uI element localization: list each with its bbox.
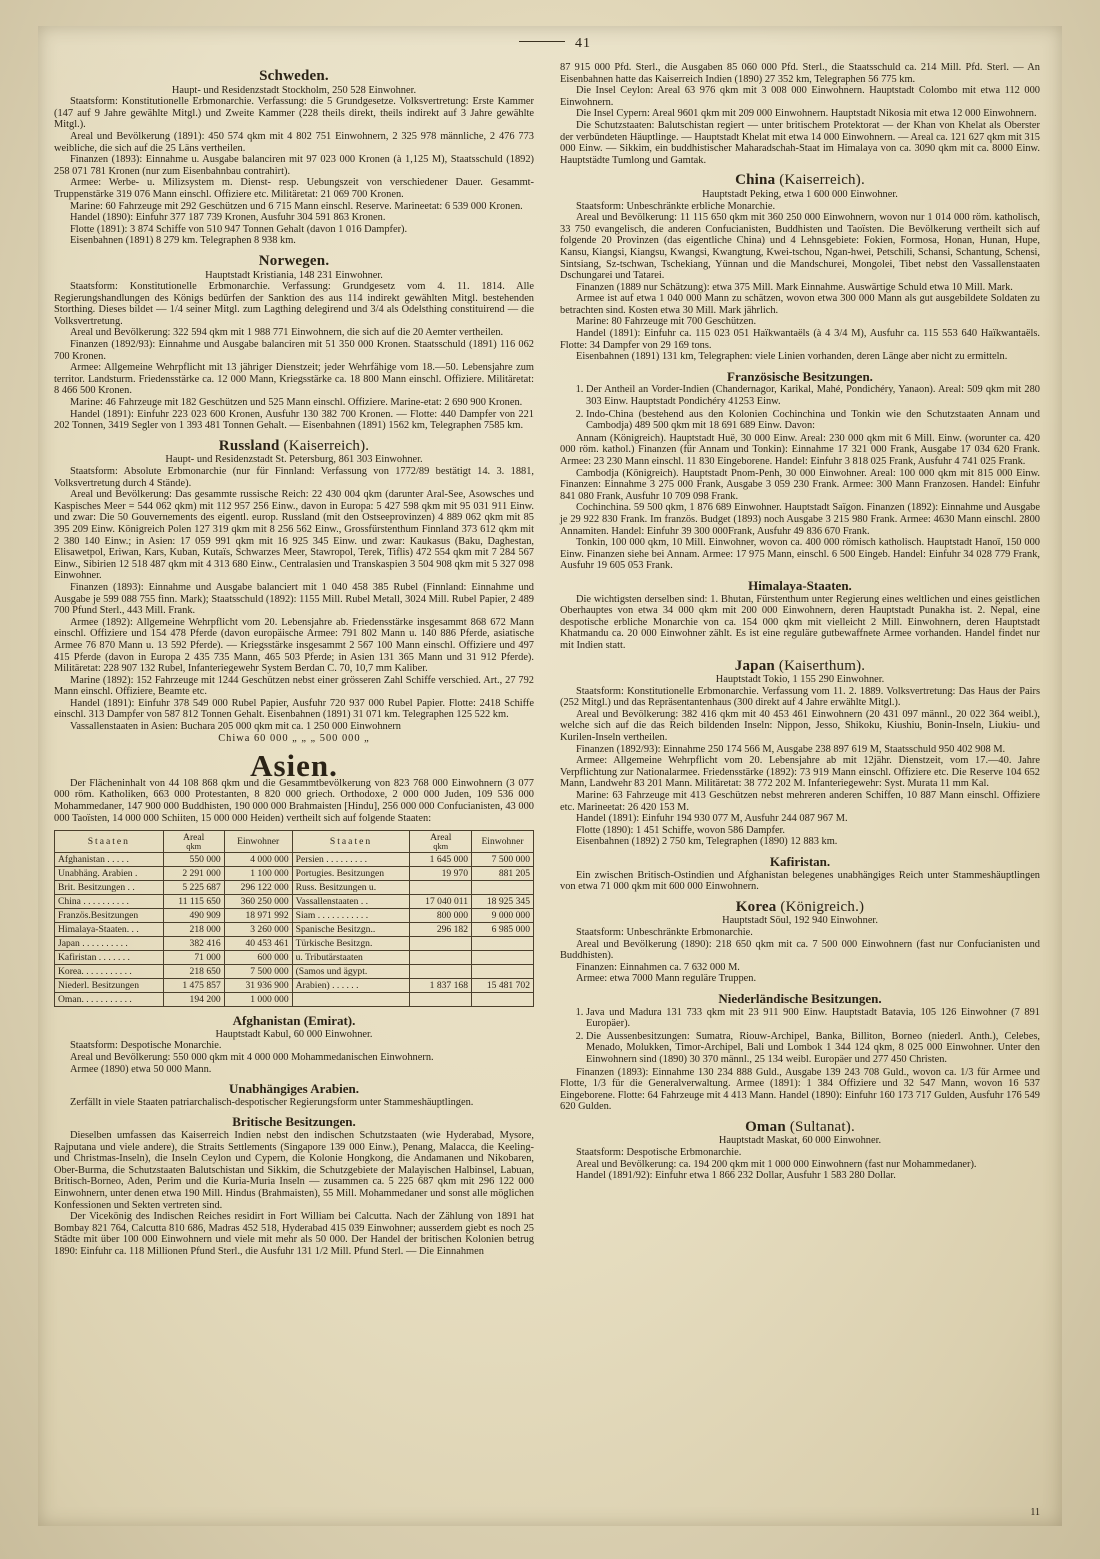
cell: 11 115 650: [163, 895, 224, 909]
norway-p5: Handel (1891): Einfuhr 223 023 600 Kronen, Ausfuhr 130 382 700 Kronen. — Flotte: 440 Dampfer von 221 202 Tonnen, 3419 Segler von 1 393 481 Tonnen Gehalt. — Eisenbahnen (1891) 1562 km, Telegraphen 7585 km.: [54, 408, 534, 432]
cell: 17 040 011: [410, 895, 472, 909]
cell: 600 000: [224, 951, 292, 965]
british-p1: Der Vicekönig des Indischen Reiches residirt in Fort William bei Calcutta. Nach der Zählung von 1891 hat Bombay 821 764, Calcutta 810 686, Madras 452 518, Hyderabad 415 039 Einwohner; ausserdem giebt es noch 25 Städte mit über 100 000 Einwohnern und viele mit mehr als 50 000. Der Handel der britischen Kolonien betrug 1890: Einfuhr ca. 118 Millionen Pfund Sterl., die Ausfuhr 131 1/2 Mill. Pfund Sterl. — Die Einnahmen: [54, 1211, 534, 1257]
cell: Arabien) . . . . . .: [292, 979, 410, 993]
cell: 218 000: [163, 923, 224, 937]
russia-title: Russland: [218, 437, 280, 454]
cell: 550 000: [163, 853, 224, 867]
section-title-korea: [560, 898, 1040, 915]
russia-capital: Haupt- und Residenzstadt St. Petersburg, 861 303 Einwohner.: [165, 454, 423, 466]
cell: Japan . . . . . . . . . .: [55, 937, 164, 951]
cell: Spanische Besitzgn..: [292, 923, 410, 937]
cell: 3 260 000: [224, 923, 292, 937]
cell: [410, 937, 472, 951]
french-item-0: 1. Der Antheil an Vorder-Indien (Chandernagor, Karikal, Mahé, Pondichéry, Yanaon). Areal: 509 qkm mit 280 303 Einw. Hauptstadt Pondichéry 41253 Einw.: [586, 384, 1040, 407]
russia-p2: Finanzen (1893): Einnahme und Ausgabe balanciert mit 1 040 458 385 Rubel (Finnland: Einnahme und Ausgabe je 599 088 755 finn. Mark); Staatsschuld (1892): 1155 Mill. Rubel Metall, 3024 Mill. Rubel Papier, 2 489 700 Pfund Sterl., 443 Mill. Frank.: [54, 581, 534, 617]
cell: Persien . . . . . . . . .: [292, 853, 410, 867]
sweden-p5: Handel (1890): Einfuhr 377 187 739 Kronen, Ausfuhr 304 591 863 Kronen.: [70, 212, 386, 224]
folio-number: 11: [1030, 1507, 1040, 1518]
china-p3: Armee ist auf etwa 1 040 000 Mann zu schätzen, wovon etwa 300 000 Mann als gut ausgebildete Soldaten zu betrachten sind. Kosten etwa 30 Mill. Mark jährlich.: [560, 293, 1040, 316]
cell: [292, 993, 410, 1007]
cell: 296 182: [410, 923, 472, 937]
cell: Vassallenstaaten . .: [292, 895, 410, 909]
japan-p0: Staatsform: Konstitutionelle Erbmonarchie. Verfassung vom 11. 2. 1889. Volksvertretung: Das Haus der Pairs (252 Mitgl.) und das Repräsentantenhaus (300 direkt auf 4 Jahre erwählte Mitgl.).: [560, 685, 1040, 709]
china-title-paren: (Kaiserreich).: [779, 172, 865, 189]
th-areal-1-unit: qkm: [186, 842, 202, 852]
norway-p0: Staatsform: Konstitutionelle Erbmonarchie. Verfassung: Grundgesetz vom 4. 11. 1814. Alle Regierungshandlungen des Königs bedürfen der Sanktion des aus 114 indirekt gewählten Mitgl. bestehenden Storthing. Dieses bildet — 1/4 seiner Mitgl. zum Lagthing delegirend und 3/4 als Odelsthing constituirend — die Volksvertretung.: [54, 281, 534, 327]
afghanistan-p0: Staatsform: Despotische Monarchie.: [70, 1040, 222, 1052]
french-item-1: 2. Indo-China (bestehend aus den Kolonien Cochinchina und Tonkin wie den Schutzstaaten Annam und Cambodja) 489 500 qkm mit 18 691 689 Einw. Davon:: [586, 409, 1040, 432]
cell: 5 225 687: [163, 881, 224, 895]
cell: 2 291 000: [163, 867, 224, 881]
oman-title: Oman: [745, 1118, 786, 1135]
cell: Brit. Besitzungen . .: [55, 881, 164, 895]
cell: 4 000 000: [224, 853, 292, 867]
afghanistan-p2: Armee (1890) etwa 50 000 Mann.: [70, 1063, 212, 1075]
section-title-kafiristan: Kafiristan.: [769, 854, 831, 869]
right-column: [560, 62, 1040, 1258]
japan-capital: Hauptstadt Tokio, 1 155 290 Einwohner.: [715, 674, 885, 686]
cell: 7 500 000: [472, 853, 534, 867]
cell: [472, 951, 534, 965]
russia-vassal: Vassallenstaaten in Asien: Buchara 205 000 qkm mit ca. 1 250 000 Einwohnern: [70, 721, 401, 733]
korea-title-paren: (Königreich.): [780, 898, 865, 915]
dutch-p0: Finanzen (1893): Einnahme 130 234 888 Guld., Ausgabe 139 243 708 Guld., wovon ca. 1/3 für Armee und Flotte, 1/3 für die Generalverwaltung. Armee (1891): 1 384 Offiziere und 32 547 Mann, wovon 16 537 Eingeborene. Flotte: 64 Fahrzeuge mit 4 413 Mann. Handel (1890): Einfuhr 160 173 717 Gulden, Ausfuhr 176 549 620 Gulden.: [560, 1066, 1040, 1113]
british-cont-0: 87 915 000 Pfd. Sterl., die Ausgaben 85 060 000 Pfd. Sterl., die Staatsschuld ca. 214 Mill. Pfd. Sterl. — An Eisenbahnen hatte das Kaiserreich Indien (1890) 27 352 km, Telegraphen 56 775 km.: [560, 62, 1040, 85]
afghanistan-p1: Areal und Bevölkerung: 550 000 qkm mit 4 000 000 Mohammedanischen Einwohnern.: [70, 1052, 434, 1063]
cell: Oman. . . . . . . . . . .: [55, 993, 164, 1007]
russia-p5: Handel (1891): Einfuhr 378 549 000 Rubel Papier, Ausfuhr 720 937 000 Rubel Papier. Flotte: 2418 Schiffe einschl. 313 Dampfer von 587 812 Tonnen Gehalt. Eisenbahnen (1891) 31 071 km. Telegraphen 125 522 km.: [54, 697, 534, 721]
table-row: [55, 909, 534, 923]
china-p5: Handel (1891): Einfuhr ca. 115 023 051 Haïkwantaëls (à 4 3/4 M), Ausfuhr ca. 115 553 640 Haïkwantaëls. Flotte: 34 Dampfer von 29 169 tons.: [560, 328, 1040, 351]
th-areal-2-unit: qkm: [433, 842, 449, 852]
cell: 1 837 168: [410, 979, 472, 993]
table-row: [55, 951, 534, 965]
continent-title-asia: Asien.: [250, 748, 338, 784]
afghanistan-capital: Hauptstadt Kabul, 60 000 Einwohner.: [215, 1028, 373, 1040]
british-cont-3: Die Schutzstaaten: Balutschistan regiert — unter britischem Protektorat — der Khan von Khelat als Oberster der verbündeten Häuptlinge. — Hauptstadt Khelat mit etwa 14 000 Einwohnern. — Areal ca. 121 627 qkm mit 315 000 Einw. — Sikkim, ein buddhistischer Maharadschah-Staat im Himalaya von ca. 3090 qkm mit ca. 8000 Einw. Hauptstädte Tumlong und Gamtak.: [560, 119, 1040, 166]
cell: Französ.Besitzungen: [55, 909, 164, 923]
sweden-p4: Marine: 60 Fahrzeuge mit 292 Geschützen und 6 715 Mann einschl. Reserve. Marineetat: 6 539 000 Kronen.: [70, 200, 523, 212]
sweden-capital: Haupt- und Residenzstadt Stockholm, 250 528 Einwohner.: [171, 84, 417, 96]
norway-capital: Hauptstadt Kristiania, 148 231 Einwohner.: [205, 269, 383, 281]
french-list: [560, 384, 1040, 431]
cell: 1 645 000: [410, 853, 472, 867]
arabia-p0: Zerfällt in viele Staaten patriarchalisch-despotischer Regierungsform unter Stammeshäuptlingen.: [70, 1096, 474, 1108]
cell: (Samos und ägypt.: [292, 965, 410, 979]
table-row: [55, 965, 534, 979]
cell: [472, 881, 534, 895]
cell: [472, 993, 534, 1007]
cell: Afghanistan . . . . .: [55, 853, 164, 867]
cell: 194 200: [163, 993, 224, 1007]
cell: [410, 965, 472, 979]
french-sub-0: Annam (Königreich). Hauptstadt Huë, 30 000 Einw. Areal: 230 000 qkm mit 6 Mill. Einw. (worunter ca. 420 000 röm. kathol.) Finanzen (für Annam und Tonkin): Einnahme 17 321 000 Frank, Ausgabe 17 034 620 Frank. Armee: 23 230 Mann einschl. 11 830 Eingeborene. Handel: Einfuhr 3 818 025 Frank, Ausfuhr 4 741 025 Frank.: [560, 432, 1040, 467]
cell: 18 971 992: [224, 909, 292, 923]
cell: Himalaya-Staaten. . .: [55, 923, 164, 937]
sweden-p7: Eisenbahnen (1891) 8 279 km. Telegraphen 8 938 km.: [70, 235, 296, 247]
cell: [472, 965, 534, 979]
french-sub-2: Cochinchina. 59 500 qkm, 1 876 689 Einwohner. Hauptstadt Saïgon. Finanzen (1892): Einnahme und Ausgabe je 29 922 830 Frank. Im französ. Budget (1893) noch Ausgabe 3 215 980 Frank. Armee: 4630 Mann einschl. 2800 Annamiten. Handel: Einfuhr 39 300 000Frank, Ausfuhr 49 836 670 Frank.: [560, 502, 1040, 537]
cell: Russ. Besitzungen u.: [292, 881, 410, 895]
sweden-p0: Staatsform: Konstitutionelle Erbmonarchie. Verfassung: die 5 Grundgesetze. Volksvertretung: Erste Kammer (147 auf 9 Jahre gewählte Mitgl.) und Zweite Kammer (228 theils direkt, theils indirekt auf 3 Jahre gewählte Mitgl.).: [54, 96, 534, 131]
norway-p1: Areal und Bevölkerung: 322 594 qkm mit 1 988 771 Einwohnern, die sich auf die 20 Aemter vertheilen.: [70, 327, 504, 339]
table-row: [55, 993, 534, 1007]
section-title-russia: [54, 437, 534, 454]
china-p4: Marine: 80 Fahrzeuge mit 700 Geschützen.: [576, 316, 757, 328]
oman-p1: Areal und Bevölkerung: ca. 194 200 qkm mit 1 000 000 Einwohnern (fast nur Mohammedaner).: [576, 1158, 977, 1170]
section-title-himalaya: Himalaya-Staaten.: [748, 577, 852, 593]
table-row: [55, 979, 534, 993]
th-einwohner-2: Einwohner: [472, 831, 534, 853]
french-sub-3: Tonkin, 100 000 qkm, 10 Mill. Einwohner, wovon ca. 400 000 römisch katholisch. Hauptstadt Hanoï, 150 000 Einw. Finanzen siehe bei Annam. Armee: 17 975 Mann, einschl. 6 500 Eingeb. Handel: Einfuhr 34 028 779 Frank, Ausfuhr 19 605 053 Frank.: [560, 537, 1040, 572]
section-title-sweden: Schweden.: [259, 68, 329, 84]
cell: u. Tributärstaaten: [292, 951, 410, 965]
sweden-p6: Flotte (1891): 3 874 Schiffe von 510 947 Tonnen Gehalt (davon 1 016 Dampfer).: [70, 223, 408, 235]
british-p0: Dieselben umfassen das Kaiserreich Indien nebst den indischen Schutzstaaten (wie Hyderabad, Mysore, Rajputana und viele andere), die Straits Settlements (Singapore 139 000 Einw.), Penang, Malacca, die Keeling- und Christmas-Inseln), die Inseln Ceylon und Cypern, die Kolonie Hongkong, die Andamanen und Nikobaren, Ober-Burma, die Schutzstaaten Balutschistan und Sikkim, die Schutzgebiete der Malayischen Halbinsel, Labuan, Britisch-Borneo, Aden, Perim und die Kuria-Muria Inseln — zusammen ca. 5 225 687 qkm mit 296 122 000 Einwohnern, unter denen etwa 190 Mill. Hindus (Brahmaisten), 55 Mill. Mohammedaner und sonst alle möglichen Konfessionen und Sekten vertreten sind.: [54, 1129, 534, 1211]
cell: 19 970: [410, 867, 472, 881]
oman-capital: Hauptstadt Maskat, 60 000 Einwohner.: [718, 1135, 882, 1147]
table-row: [55, 895, 534, 909]
japan-p2: Finanzen (1892/93): Einnahme 250 174 566 M, Ausgabe 238 897 619 M, Staatsschuld 950 402 908 M.: [576, 743, 1006, 755]
korea-p3: Armee: etwa 7000 Mann reguläre Truppen.: [576, 973, 757, 985]
section-title-british: Britische Besitzungen.: [232, 1114, 356, 1130]
cell: 40 453 461: [224, 937, 292, 951]
cell: Siam . . . . . . . . . . .: [292, 909, 410, 923]
japan-p3: Armee: Allgemeine Wehrpflicht vom 20. Lebensjahre ab mit 12jähr. Dienstzeit, vom 17.—40. Jahre Verpflichtung zur Nationalarmee. Friedensstärke (1892): 73 919 Mann einschl. Offiziere etc. Die Reserve 104 652 Mann, Landwehr 83 201 Mann. Militäretat: 38 772 202 M. Infanteriegewehr: Syst. Murata 11 mm Kal.: [560, 755, 1040, 790]
th-areal-1: [163, 831, 224, 853]
china-title: China: [735, 172, 776, 189]
cell: Unabhäng. Arabien .: [55, 867, 164, 881]
china-p0: Staatsform: Unbeschränkte erbliche Monarchie.: [576, 200, 776, 212]
french-sub-1: Cambodja (Königreich). Hauptstadt Pnom-Penh, 30 000 Einwohner. Areal: 100 000 qkm mit 815 000 Einw. Finanzen: Einnahme 3 275 000 Frank, Ausgabe 3 059 230 Frank. Armee: 300 Mann Franzosen. Handel: Einfuhr 841 080 Frank, Ausfuhr 10 709 098 Frank.: [560, 467, 1040, 502]
asia-intro: Der Flächeninhalt von 44 108 868 qkm und die Gesammtbevölkerung von 823 768 000 Einwohnern (3 077 000 röm. Katholiken, 663 000 Protestanten, 8 820 000 griech. Orthodoxe, 2 000 000 Juden, 109 536 000 Mohammedaner, 147 900 000 Buddhisten, 190 000 000 Brahmaisten [Hindu], 256 000 000 Confucianisten, 43 000 000 Taoïsten, 14 000 000 Schiiten, 15 000 000 Heiden) vertheilt sich auf folgende Staaten:: [54, 777, 534, 824]
cell: 18 925 345: [472, 895, 534, 909]
japan-title: Japan: [734, 657, 775, 674]
oman-p2: Handel (1891/92): Einfuhr etwa 1 866 232 Dollar, Ausfuhr 1 583 280 Dollar.: [576, 1170, 896, 1182]
section-title-french: Französische Besitzungen.: [727, 368, 873, 384]
norway-p2: Finanzen (1892/93): Einnahme und Ausgabe balanciren mit 51 350 000 Kronen. Staatsschuld (1891) 116 062 700 Kronen.: [54, 339, 534, 362]
cell: 71 000: [163, 951, 224, 965]
dutch-list: [560, 1007, 1040, 1066]
cell: [410, 881, 472, 895]
korea-p2: Finanzen: Einnahmen ca. 7 632 000 M.: [576, 961, 740, 973]
left-column: [54, 62, 534, 1258]
table-row: [55, 937, 534, 951]
cell: [410, 993, 472, 1007]
page-number: 41: [575, 36, 591, 51]
cell: 9 000 000: [472, 909, 534, 923]
russia-p4: Marine (1892): 152 Fahrzeuge mit 1244 Geschützen nebst einer grösseren Zahl Schiffe verschied. Art., 27 792 Mann einschl. Offiziere, Beamte etc.: [54, 674, 534, 698]
cell: Portugies. Besitzungen: [292, 867, 410, 881]
kafiristan-p0: Ein zwischen Britisch-Ostindien und Afghanistan belegenes unabhängiges Reich unter Stammeshäuptlingen von etwa 71 000 qkm mit 600 000 Einwohnern.: [560, 869, 1040, 893]
table-row: [55, 923, 534, 937]
asia-states-table: [54, 830, 534, 1007]
japan-title-paren: (Kaiserthum).: [778, 657, 866, 674]
japan-p6: Flotte (1890): 1 451 Schiffe, wovon 586 Dampfer.: [576, 824, 786, 836]
cell: 1 475 857: [163, 979, 224, 993]
oman-p0: Staatsform: Despotische Erbmonarchie.: [576, 1147, 742, 1159]
sweden-p1: Areal und Bevölkerung (1891): 450 574 qkm mit 4 802 751 Einwohnern, 2 325 978 männliche, 2 476 773 weibliche, die sich auf die 25 Läns vertheilen.: [54, 130, 534, 154]
cell: Kafiristan . . . . . . .: [55, 951, 164, 965]
cell: Niederl. Besitzungen: [55, 979, 164, 993]
russia-vassal-line2: Chiwa 60 000 „ „ „ 500 000 „: [218, 732, 370, 744]
cell: 31 936 900: [224, 979, 292, 993]
cell: 15 481 702: [472, 979, 534, 993]
oman-title-paren: (Sultanat).: [789, 1118, 855, 1135]
th-areal-2: [410, 831, 472, 853]
table-row: [55, 853, 534, 867]
section-title-arabia: Unabhängiges Arabien.: [228, 1081, 360, 1097]
cell: 881 205: [472, 867, 534, 881]
table-header-row: [55, 831, 534, 853]
th-staaten-1: Staaten: [55, 831, 164, 853]
cell: 7 500 000: [224, 965, 292, 979]
russia-p0: Staatsform: Absolute Erbmonarchie (nur für Finnland: Verfassung von 1772/89 bestätigt 14. 3. 1881, Volksvertretung durch 4 Stände).: [54, 466, 534, 489]
table-body: [55, 853, 534, 1007]
sweden-p3: Armee: Werbe- u. Milizsystem m. Dienst- resp. Uebungszeit von verschiedener Dauer. Gesammt-Truppenstärke 319 076 Mann einschl. Offiziere etc. Militäretat: 21 069 700 Kronen.: [54, 177, 534, 200]
russia-p1: Areal und Bevölkerung: Das gesammte russische Reich: 22 430 004 qkm (darunter Aral-See, Asowsches und Kaspisches Meer = 544 062 qkm) mit 112 957 256 Einw., davon in Europa: 5 427 598 qkm mit 95 031 911 Einw. und zwar: Die 50 Gouvernements des eigentl. europ. Russland (mit den Ostseeprovinzen) 4 889 062 qkm mit 85 395 209 Einw. Königreich Polen 127 319 qkm mit 8 256 562 Einw., Grossfürstenthum Finnland 373 612 qkm mit 2 380 140 Einw.; in Asien: 17 059 991 qkm mit 16 925 345 Einw. und zwar: Kaukasus (Baku, Daghestan, Elisawetpol, Eriwan, Kars, Kuban, Kutaïs, Schwarzes Meer, Stawropol, Terek, Tiflis) 472 554 qkm mit 7 284 567 Einw., Sibirien 12 518 487 qkm mit 4 313 680 Einw., Centralasien und Transkaspien 3 504 908 qkm mit 5 327 098 Einwohner.: [54, 489, 534, 582]
russia-p3: Armee (1892): Allgemeine Wehrpflicht vom 20. Lebensjahre ab. Friedensstärke insgesammt 868 672 Mann einschl. Offiziere und 154 478 Pferde (davon europäische Armee: 791 802 Mann u. 140 886 Pferde, asiatische Armee 76 870 Mann u. 13 592 Pferde). — Kriegsstärke insgesammt 2 567 100 Mann einschl. Offiziere und 497 415 Pferde (davon in Europa 2 435 735 Mann, 465 503 Pferde; in Asien 131 365 Mann und 31 912 Pferde). Militäretat: 228 907 132 Rubel, Infanteriegewehr System Berdan C. 70, 10,7 mm Kaliber.: [54, 616, 534, 675]
cell: Türkische Besitzgn.: [292, 937, 410, 951]
cell: 1 000 000: [224, 993, 292, 1007]
norway-p3: Armee: Allgemeine Wehrpflicht mit 13 jähriger Dienstzeit; jeder Wehrfähige vom 18.—50. Lebensjahre zum territor. Landsturm. Friedensstärke ca. 12 000 Mann, Kriegsstärke ca. 18 800 Mann einschl. Offiziere. Militäretat: 8 466 500 Kronen.: [54, 362, 534, 397]
british-cont-2: Die Insel Cypern: Areal 9601 qkm mit 209 000 Einwohnern. Hauptstadt Nikosia mit etwa 12 000 Einwohnern.: [576, 108, 1037, 120]
th-areal-2-label: Areal: [430, 832, 452, 844]
cell: [472, 937, 534, 951]
china-p2: Finanzen (1889 nur Schätzung): etwa 375 Mill. Mark Einnahme. Auswärtige Schuld etwa 10 Mill. Mark.: [576, 281, 1013, 293]
two-column-layout: [54, 62, 1046, 1258]
korea-capital: Hauptstadt Söul, 192 940 Einwohner.: [722, 915, 878, 927]
section-title-dutch: Niederländische Besitzungen.: [718, 990, 882, 1006]
russia-title-paren: (Kaiserreich).: [283, 437, 370, 454]
table-row: [55, 881, 534, 895]
korea-p1: Areal und Bevölkerung (1890): 218 650 qkm mit ca. 7 500 000 Einwohnern (fast nur Confucianisten und Buddhisten).: [560, 938, 1040, 962]
section-title-afghanistan: Afghanistan (Emirat).: [232, 1013, 356, 1029]
cell: 296 122 000: [224, 881, 292, 895]
cell: 382 416: [163, 937, 224, 951]
section-title-china: [560, 172, 1040, 189]
china-p6: Eisenbahnen (1891) 131 km, Telegraphen: viele Linien vorhanden, deren Länge aber nicht zu ermitteln.: [576, 351, 1008, 363]
section-title-japan: [560, 657, 1040, 674]
section-title-norway: Norwegen.: [258, 252, 330, 269]
cell: 218 650: [163, 965, 224, 979]
cell: Korea. . . . . . . . . . .: [55, 965, 164, 979]
cell: 360 250 000: [224, 895, 292, 909]
th-areal-1-label: Areal: [183, 832, 205, 844]
table-row: [55, 867, 534, 881]
cell: China . . . . . . . . . .: [55, 895, 164, 909]
cell: 1 100 000: [224, 867, 292, 881]
british-cont-1: Die Insel Ceylon: Areal 63 976 qkm mit 3 008 000 Einwohnern. Hauptstadt Colombo mit etwa 112 000 Einwohnern.: [560, 85, 1040, 108]
dutch-item-0: 1. Java und Madura 131 733 qkm mit 23 911 900 Einw. Hauptstadt Batavia, 105 126 Einwohner (7 891 Europäer).: [586, 1007, 1040, 1030]
th-einwohner-1: Einwohner: [224, 831, 292, 853]
korea-p0: Staatsform: Unbeschränkte Erbmonarchie.: [576, 926, 753, 938]
korea-title: Korea: [735, 898, 777, 915]
japan-p4: Marine: 63 Fahrzeuge mit 413 Geschützen nebst mehreren anderen Schiffen, 10 887 Mann einschl. Offiziere etc. Marineetat: 26 420 153 M.: [560, 790, 1040, 813]
china-capital: Hauptstadt Peking, etwa 1 600 000 Einwohner.: [702, 188, 898, 200]
sweden-p2: Finanzen (1893): Einnahme u. Ausgabe balanciren mit 97 023 000 Kronen (à 1,125 M), Staatsschuld (1892) 258 071 781 Kronen (nur zum Eisenbahnbau contrahirt).: [54, 154, 534, 177]
norway-p4: Marine: 46 Fahrzeuge mit 182 Geschützen und 525 Mann einschl. Offiziere. Marine-etat: 2 690 900 Kronen.: [70, 397, 523, 409]
dutch-item-1: 2. Die Aussenbesitzungen: Sumatra, Riouw-Archipel, Banka, Billiton, Borneo (niederl. Anth.), Celebes, Menado, Molukken, Timor-Archipel, Bali und Lombok 1 344 124 qkm, 8 025 000 Einwohner. Unter den Einwohnern sind (1890) 30 370 männl., 25 134 weibl. Europäer und 277 450 Christen.: [586, 1031, 1040, 1066]
cell: [410, 951, 472, 965]
cell: 800 000: [410, 909, 472, 923]
cell: 490 909: [163, 909, 224, 923]
himalaya-p0: Die wichtigsten derselben sind: 1. Bhutan, Fürstenthum unter Regierung eines weltlichen und eines geistlichen Oberhauptes von etwa 34 000 qkm mit 200 000 Einwohnern, deren Hauptstadt Punakha ist. 2. Nepal, eine despotische erbliche Monarchie von ca. 154 000 qkm mit vielleicht 2 Mill. Einwohnern, deren Hauptstadt Khatmandu ca. 20 000 Einwohner zählt. Es ist eine reguläre gutbewaffnete Armee vorhanden. Handel findet nur mit Indien statt.: [560, 593, 1040, 651]
page-sheet: [38, 26, 1062, 1526]
japan-p7: Eisenbahnen (1892) 2 750 km, Telegraphen (1890) 12 883 km.: [576, 836, 838, 848]
rule-left: [519, 41, 565, 42]
japan-p1: Areal und Bevölkerung: 382 416 qkm mit 40 453 461 Einwohnern (20 431 097 männl., 20 022 364 weibl.), welche sich auf die das Reich bildenden Inseln: Nippon, Jesso, Shikoku, Kiushiu, Bonin-Inseln, Liukiu- und Kurilen-Inseln vertheilen.: [560, 708, 1040, 744]
cell: 6 985 000: [472, 923, 534, 937]
section-title-oman: [560, 1118, 1040, 1135]
page-number-header: [54, 36, 1046, 58]
japan-p5: Handel (1891): Einfuhr 194 930 077 M, Ausfuhr 244 087 967 M.: [576, 813, 848, 825]
th-staaten-2: Staaten: [292, 831, 410, 853]
china-p1: Areal und Bevölkerung: 11 115 650 qkm mit 360 250 000 Einwohnern, wovon nur 1 014 000 röm. katholisch, 33 750 evangelisch, die anderen Confucianisten, Buddhisten und Taoïsten. Die Bevölkerung vertheilt sich auf folgende 20 Provinzen (das eigentliche China) und 4 Lehnsgebiete: Fokien, Formosa, Honan, Hunan, Hupe, Kansu, Kiangsi, Kiangsu, Kwangsi, Kwangtung, Kwei-tschou, Ngan-hwei, Petschili, Schansi, Schantung, Schensi, Sintsiang, Sz-tschwan, Tschekiang, Yünnan und die Mandschurei, Mongolei, Tibet nebst den Vassallenstaaten Dschungarei und Tatarei.: [560, 212, 1040, 282]
